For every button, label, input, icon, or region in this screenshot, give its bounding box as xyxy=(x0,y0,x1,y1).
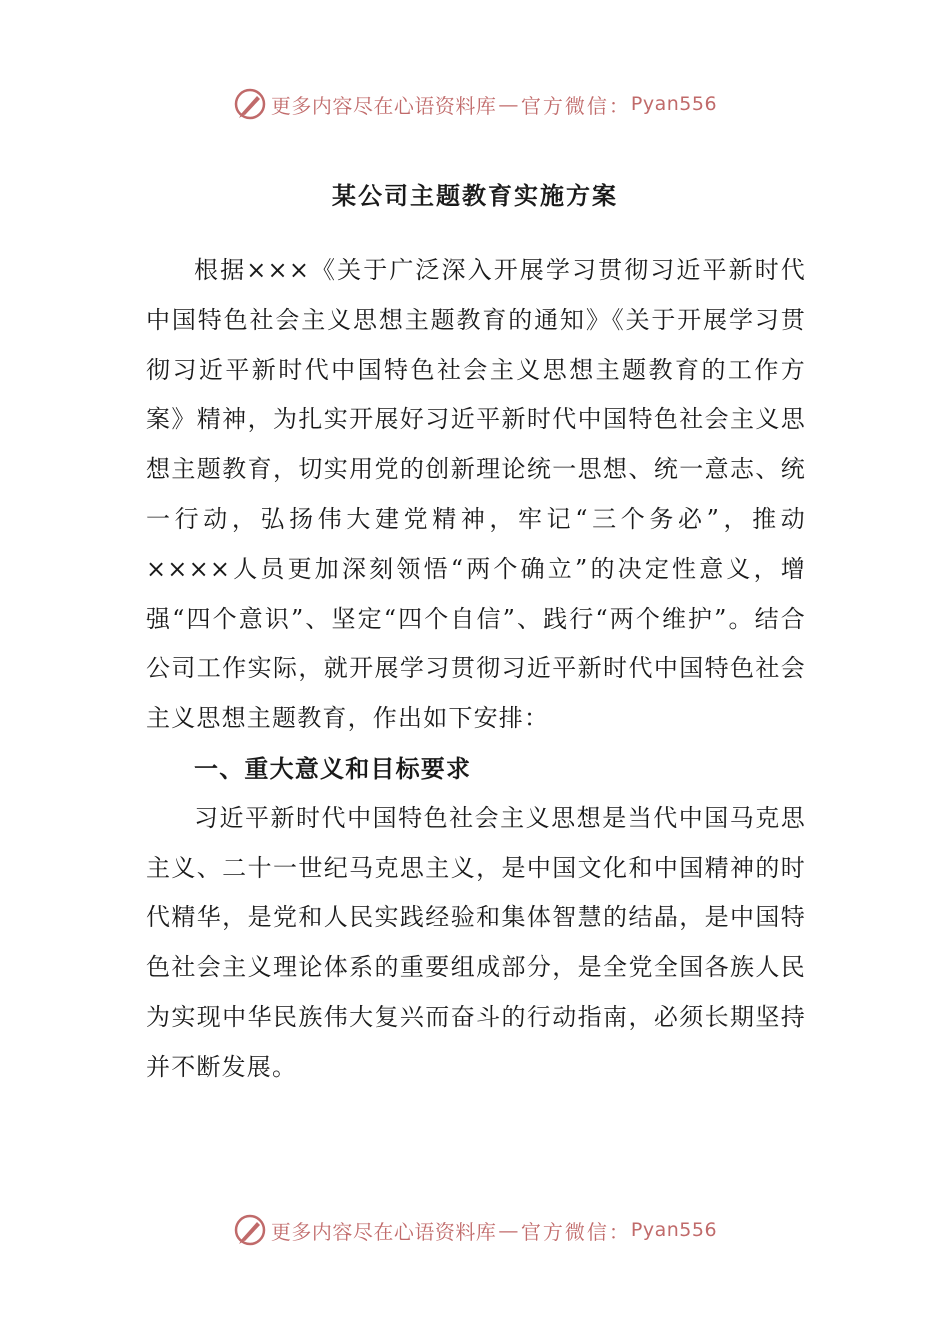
watermark-label: 官方微信： xyxy=(520,1219,631,1244)
header-watermark xyxy=(0,84,950,124)
watermark-label: 官方微信： xyxy=(520,93,631,118)
quill-logo-icon xyxy=(233,87,267,121)
watermark-wechat-id: Pyan556 xyxy=(630,93,718,115)
document-title: 某公司主题教育实施方案 xyxy=(332,181,618,210)
watermark-separator: — xyxy=(498,92,519,116)
section-1-paragraph: 习近平新时代中国特色社会主义思想是当代中国马克思主义、二十一世纪马克思主义，是中国文化和中国精神的时代精华，是党和人民实践经验和集体智慧的结晶，是中国特色社会主义理论体系的重要组成部分，是全党全国各族人民为实现中华民族伟大复兴而奋斗的行动指南，必须长期坚持并不断发展。 xyxy=(146,803,806,1081)
watermark-separator: — xyxy=(498,1218,519,1242)
document-body xyxy=(146,246,806,1093)
intro-paragraph: 根据×××《关于广泛深入开展学习贯彻习近平新时代中国特色社会主义思想主题教育的通知》《关于开展学习贯彻习近平新时代中国特色社会主义思想主题教育的工作方案》精神，为扎实开展好习近平新时代中国特色社会主义思想主题教育，切实用党的创新理论统一思想、统一意志、统一行动，弘扬伟大建党精神，牢记“三个务必”，推动××××人员更加深刻领悟“两个确立”的决定性意义，增强“四个意识”、坚定“四个自信”、践行“两个维护”。结合公司工作实际，就开展学习贯彻习近平新时代中国特色社会主义思想主题教育，作出如下安排： xyxy=(146,256,806,733)
section-1-heading: 一、重大意义和目标要求 xyxy=(194,753,472,783)
watermark-text: 更多内容尽在心语资料库 xyxy=(270,93,497,118)
quill-logo-icon xyxy=(233,1213,267,1247)
watermark-text: 更多内容尽在心语资料库 xyxy=(270,1219,497,1244)
footer-watermark xyxy=(0,1210,950,1250)
watermark-wechat-id: Pyan556 xyxy=(630,1219,718,1241)
